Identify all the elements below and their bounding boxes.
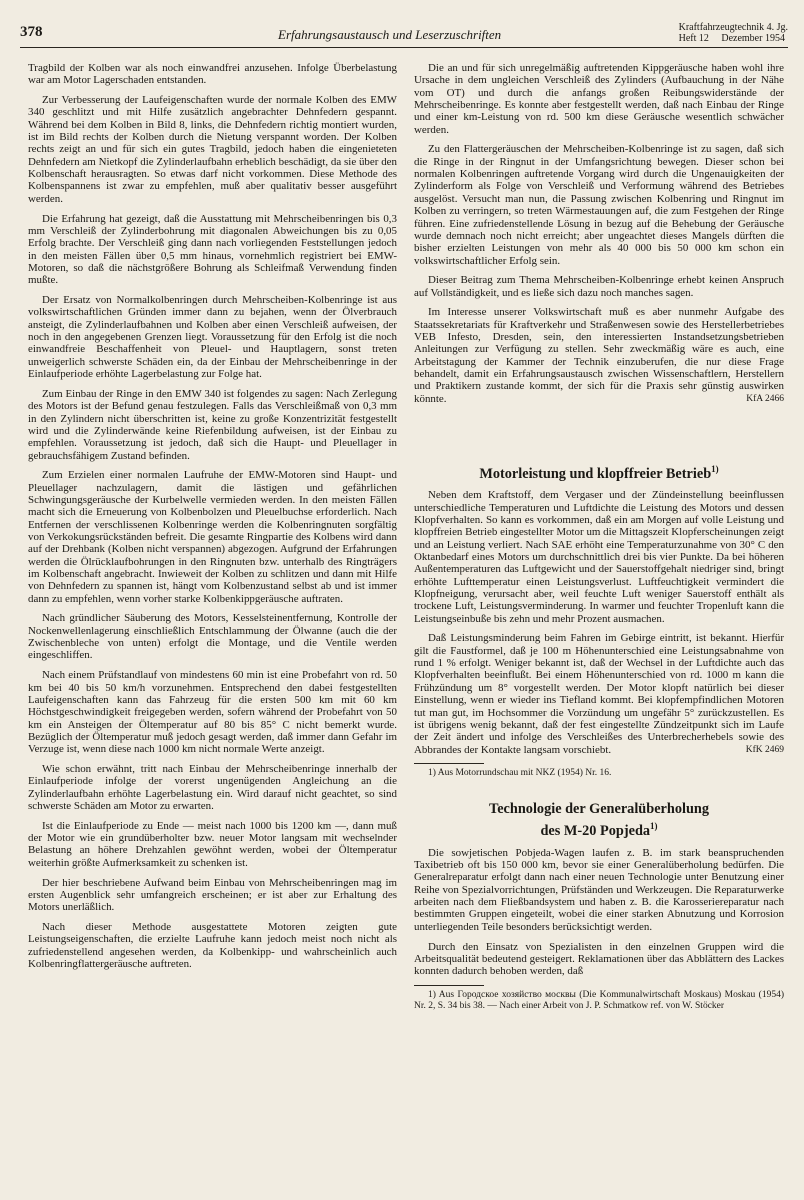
footnote: 1) Aus Motorrundschau mit NKZ (1954) Nr. 16. [428,768,612,779]
header-rule [20,47,788,48]
paragraph: Zu den Flattergeräuschen der Mehrscheiben-Kolbenringe ist zu sagen, daß sich die Ringe in der Ringnut in der Umfangsrichtung bewegen. Dieser schon bei normalen Kolbenringen auftretende Vorgang wird durch die Ungenauigkeiten der Zylinderform als Folge von Verschleiß und Verformung während des Betriebes ausgelöst. Versucht man nun, die Passung zwischen Kolbenring und Ringnut im Kolben zu verringern, so treten Wärmestauungen auf, die zum Festgehen der Ringe führen. Eine zufriedenstellende Lösung in bezug auf die Behebung der Geräusche wurde demnach noch nicht erreicht; aber ungeachtet dieses Mangels dürften die bisher erzielten Leistungen von mehr als 40 000 bis 50 000 km schon ein volkswirtschaftlicher Erfolg sein. [414,143,784,267]
article-signature: KfK 2469 [745,744,784,755]
paragraph-text: Daß Leistungsminderung beim Fahren im Gebirge eintritt, ist bekannt. Hierfür gilt die Faustformel, daß je 100 m Höhenunterschied eine Leistungsabnahme von rund 1 % erfolgt. Weniger bekannt ist, daß der Wechsel in der Luftdichte auch das Klopfverhalten beeinflußt. Bei einem Höhenunterschied von rd. 1000 m kann die Frühzündung um 8° vorgestellt werden. Der Motor klopft natürlich bei dieser Einstellung, wenn er wieder ins Tiefland kommt. Bei klopfempfindlichen Motoren tut man gut, im Hochsommer die Vorzündung um ungefähr 5° zurückzustellen. Es ist übrigens wenig bekannt, daß der fest eingestellte Zündzeitpunkt sich im Laufe der Zeit ändert und infolge des Verschleißes des Unterbrecherhebels sowie des Abbrandes der Kontakte langsam vorschiebt. [414,632,784,756]
paragraph: Zum Erzielen einer normalen Laufruhe der EMW-Motoren sind Haupt- und Pleuellager nachzulagern, damit die lästigen und gefährlichen Schwingungsgeräusche der Kurbelwelle vermieden werden. In den meisten Fällen macht sich die Erneuerung von Kolbenbolzen und Pleuelbuchse erforderlich. Nach Entfernen der verschlissenen Kolbenringe werden die Kolbenringnuten sorgfältig von Verkokungsrückständen befreit. Die gesamte Ringpartie des Kolbens wird dann auf der Drehbank (Kolben nicht verspannen) abgezogen. Aufgrund der Erfahrungen werden die Ölrücklaufbohrungen in den Ringnuten bzw. unterhalb des Ringträgers im Kolbenschaft angebracht. Inwieweit der Kolben zu schlitzen und dann mit Hilfe von Dehnfedern zu spannen ist, hängt vom Kolbenzustand selbst ab und ist immer dann zu empfehlen, wenn vorher starke Kolbenkippgeräusche auftraten. [28,469,397,605]
footnote: 1) Aus Городское хозяйство москвы (Die Kommunalwirtschaft Moskaus) Moskau (1954) Nr. 2, S. 34 bis 38. — Nach einer Arbeit von J. P. Schmatkow ref. von W. Stöcker [414,989,784,1012]
paragraph: Tragbild der Kolben war als noch einwandfrei anzusehen. Infolge Überbelastung war am Motor Lagerschaden entstanden. [28,62,397,87]
paragraph: Neben dem Kraftstoff, dem Vergaser und der Zündeinstellung beeinflussen unterschiedliche Temperaturen und Luftdichte die Leistung des Motors und dessen Klopfverhalten. So kann es vorkommen, daß ein am Morgen auf volle Leistung und klopffreien Betrieb eingestellter Motor um die Mittagszeit Klopferscheinungen zeigt und an Leistung verliert. Nach SAE erhöht eine Temperaturzunahme von 30° C den Oktanbedarf eines Motors um durchschnittlich drei bis vier Punkte. Da bei höheren Außentemperaturen das Luftgewicht und der Sauerstoffgehalt niedriger sind, bringt erhöhte Lufttemperatur einen Leistungsverlust. Luftfeuchtigkeit vermindert die Klopfneigung, verursacht aber, weil feuchte Luft weniger Sauerstoff enthält als trockene Luft, Leistungsverminderung. In warmer und feuchter Tropenluft kann die Leistungseinbuße bis zehn und mehr Prozent ausmachen. [414,489,784,625]
article-title-line-2: des M-20 Popjeda [540,822,651,839]
article-title [414,801,784,840]
paragraph: Ist die Einlaufperiode zu Ende — meist nach 1000 bis 1200 km —, dann muß der Motor wie ein grundüberholter bzw. neuer Motor langsam mit wechselnder Belastung an höhere Drehzahlen gewöhnt werden, wobei der Öltemperatur weiterhin größte Aufmerksamkeit zu schenken ist. [28,819,397,869]
paragraph: Die an und für sich unregelmäßig auftretenden Kippgeräusche haben wohl ihre Ursache in dem ungleichen Verschleiß des Zylinders (Aufbauchung in der Nähe vom OT) und durch die anfangs großen Reibungswiderstände der Mehrscheibenringe. Es konnte aber festgestellt werden, daß nach Einbau der Ringe und einer km-Leistung von rd. 500 km diese Geräusche wesentlich schwächer werden. [414,62,784,136]
footnote-marker: 1) [711,463,719,474]
section-spacer [414,413,784,457]
article-title-text: Motorleistung und klopffreier Betrieb [479,465,712,482]
footnote-rule [414,763,484,764]
paragraph: Durch den Einsatz von Spezialisten in den einzelnen Gruppen wird die Arbeitsqualität bedeutend gesteigert. Reklamationen über das Abblättern des Lackes konnten dadurch behoben werden, daß [414,940,784,978]
paragraph [414,306,784,405]
paragraph: Nach einem Prüfstandlauf von mindestens 60 min ist eine Probefahrt von rd. 50 km bei 40 bis 50 km/h vorzunehmen. Entsprechend den dabei festgestellten Laufeigenschaften kann das Fahrzeug für die ersten 500 km mit 60 km Höchstgeschwindigkeit freigegeben werden, sofern während der Probefahrt von 50 km ein Ansteigen der Öltemperatur auf 80 bis 85° C nicht bemerkt wurde. Bezüglich der Öltemperatur muß jedoch gesagt werden, daß immer dann Gefahr im Verzuge ist, wenn diese nach 1000 km nicht normale Werte anzeigt. [28,669,397,756]
paragraph: Die Erfahrung hat gezeigt, daß die Ausstattung mit Mehrscheibenringen bis 0,3 mm Verschleiß der Zylinderbohrung mit diagonalen Abweichungen bis zu 0,05 Erfolg brachte. Der Verschleiß ging dann nach vorliegenden Feststellungen jedoch in den meisten Fällen über 0,5 mm hinaus, vornehmlich registriert bei EMW-Motoren, so daß die nächstgrößere Bohrung als Schleifmaß Verwendung finden mußte. [28,212,397,287]
page-number: 378 [20,24,43,40]
paragraph: Nach gründlicher Säuberung des Motors, Kesselsteinentfernung, Kontrolle der Nockenwellenlagerung einschließlich Entschlammung der Ölwanne (auch die der Zwischenbleche von unten) erfolgt die Montage, und die Ventile werden eingeschliffen. [28,612,397,662]
journal-info [679,22,788,44]
paragraph: Wie schon erwähnt, tritt nach Einbau der Mehrscheibenringe innerhalb der Einlaufperiode infolge der vorerst ungenügenden Angleichung an die Zylinderlaufbahn erhöhte Lagerbelastung ein. Wird darauf nicht geachtet, so sind schwerste Schäden am Motor zu erwarten. [28,763,397,813]
paragraph-text: Im Interesse unserer Volkswirtschaft muß es aber nunmehr Aufgabe des Staatssekretariats für Kraftverkehr und Straßenwesen sowie des Herstellerbetriebes VEB Infesto, Dresden, sein, den interessierten Instandsetzungsbetrieben Anleitungen zur Verfügung zu stellen. Sehr zweckmäßig wäre es auch, eine Arbeitstagung der Kammer der Technik einzuberufen, die nur diese Frage behandelt, damit ein Erfahrungsaustausch zwischen Wissenschaftlern, Herstellern und Praktikern zustande kommt, der sich für die Praxis sehr günstig auswirken könnte. [414,306,784,405]
paragraph: Die sowjetischen Pobjeda-Wagen laufen z. B. im stark beanspruchenden Taxibetrieb oft bis 150 000 km, bevor sie einer Generalüberholung bedürfen. Die Generalreparatur erfolgt dann nach einer neuen Technologie unter Benutzung einer Reihe von Spezialvorrichtungen, Prüfständen und Werkzeugen. Die Reparaturwerke arbeiten nach dem Fließbandsystem und haben z. B. die Karosseriereparatur nach bestimmten Gruppen eingeteilt, wobei die einer starken Abnutzung und Korrosion unterliegenden Teile besonders berücksichtigt werden. [414,846,784,933]
paragraph: Nach dieser Methode ausgestattete Motoren zeigten gute Leistungseigenschaften, die erzielte Laufruhe kann jedoch meist noch nicht als zufriedenstellend angesehen werden, da Kolbenkipp- und wahrscheinlich auch Kolbenringflattergeräusche auftreten. [28,920,397,970]
paragraph: Der Ersatz von Normalkolbenringen durch Mehrscheiben-Kolbenringe ist aus volkswirtschaftlichen Gründen immer dann zu bejahen, wenn der Ölverbrauch ansteigt, die Zylinderlaufbahnen und Kolben aber einen Verschleiß aufweisen, der noch in den angegebenen Grenzen liegt. Voraussetzung für den Erfolg ist die noch einwandfreie Beschaffenheit von Pleuel- und Hauptlagern, sonst treten unweigerlich schwerste Schäden ein, da der Einbau der Mehrscheibenringe in der Einlaufperiode erhöhte Lagerbelastung zur Folge hat. [28,294,397,381]
journal-line-1: Kraftfahrzeugtechnik 4. Jg. [678,22,788,33]
left-column [28,62,397,978]
running-title: Erfahrungsaustausch und Leserzuschriften [278,27,502,42]
paragraph: Dieser Beitrag zum Thema Mehrscheiben-Kolbenringe erhebt keinen Anspruch auf Vollständigkeit, und es ließe sich dazu noch manches sagen. [414,274,784,299]
paragraph: Zum Einbau der Ringe in den EMW 340 ist folgendes zu sagen: Nach Zerlegung des Motors ist der Befund genau festzulegen. Falls das Verschleißmaß von 0,3 mm in den Zylindern nicht überschritten ist, keine zu große Konzentrizität festgestellt wird und die Zylinderwände keine Riefenbildung aufweisen, ist der Einbau zu empfehlen. Voraussetzung ist jedoch, daß sich die Haupt- und Pleuellager in gebrauchsfähigem Zustand befinden. [28,387,397,462]
paragraph [414,632,784,755]
page-header [20,24,788,46]
section-spacer [414,787,784,797]
paragraph: Zur Verbesserung der Laufeigenschaften wurde der normale Kolben des EMW 340 geschlitzt und mit Hilfe zusätzlich angebrachter Dehnfedern gespannt. Während bei dem Kolben in Bild 8, links, die Dehnfedern richtig montiert wurden, ist im Bild rechts der Kolben durch die Nietung verspannt worden. Der Kolben rechts zeigt an und für sich ein gutes Tragbild, jedoch haben die eingenieteten Dehnfedern am Nietkopf die Zylinderlaufbahn erheblich beschädigt, da sie über den Kolbenschaft herausragten. So etwas darf nicht vorkommen. Diese Methode des Kolbenspannens ist zwar zu empfehlen, muß aber qualitativ besser ausgeführt werden. [28,94,397,205]
journal-line-2: Heft 12 Dezember 1954 [678,33,785,44]
article-signature: KfA 2466 [746,393,784,404]
footnote-rule [414,985,484,986]
article-title-line-1: Technologie der Generalüberholung [488,800,710,817]
right-column [414,62,784,1020]
article-title [414,461,784,483]
paragraph: Der hier beschriebene Aufwand beim Einbau von Mehrscheibenringen mag im ersten Augenblick sehr umfangreich erscheinen; er ist aber zur Erhaltung des Motors unerläßlich. [28,876,397,914]
footnote-marker: 1) [650,820,658,831]
